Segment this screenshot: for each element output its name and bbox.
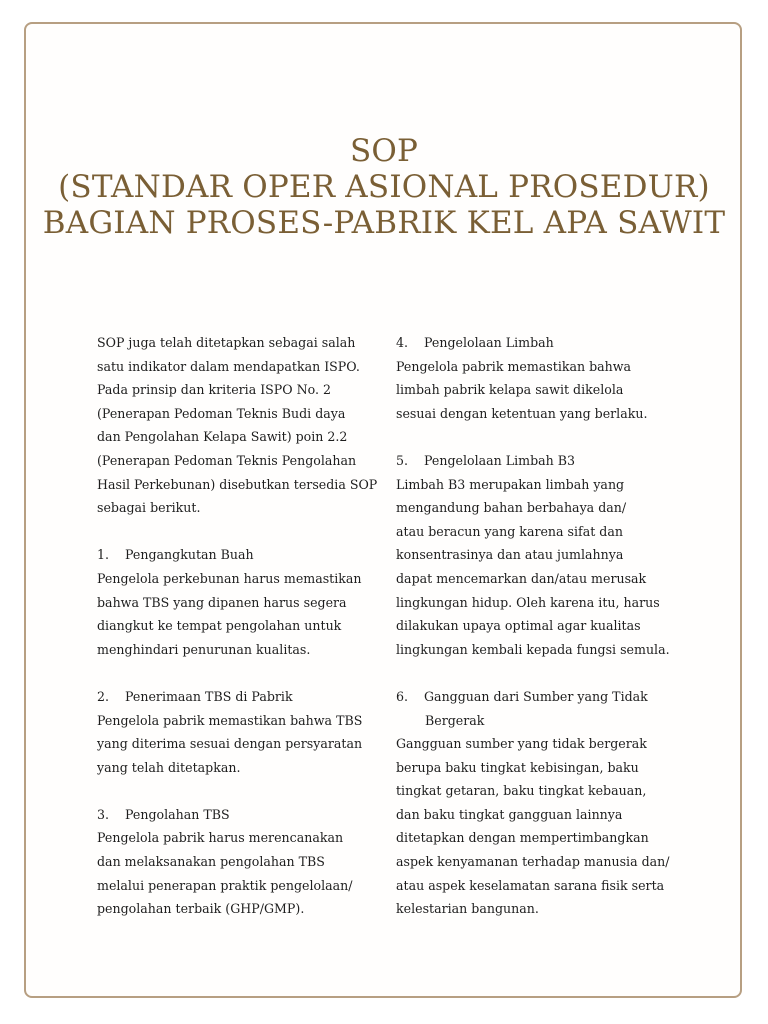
section-line: Pengelola pabrik memastikan bahwa	[396, 358, 632, 374]
intro-line: sebagai berikut.	[97, 500, 201, 516]
section-heading	[97, 803, 382, 827]
section-title: Pengelolaan Limbah	[424, 335, 554, 350]
section-line: ditetapkan dengan mempertimbangkan	[396, 830, 649, 846]
section-line: dan baku tingkat gangguan lainnya	[396, 806, 623, 822]
section-line: tingkat getaran, baku tingkat kebauan,	[396, 783, 647, 799]
section-pengelolaan-limbah	[396, 331, 696, 425]
document-title	[0, 133, 768, 241]
section-line: Pengelola perkebunan harus memastikan	[97, 570, 362, 586]
section-line: dilakukan upaya optimal agar kualitas	[396, 618, 641, 634]
intro-line: (Penerapan Pedoman Teknis Budi daya	[97, 405, 346, 421]
title-line-3: BAGIAN PROSES-PABRIK KEL APA SAWIT	[42, 205, 726, 241]
section-line: lingkungan kembali kepada fungsi semula.	[396, 641, 670, 657]
section-line: mengandung bahan berbahaya dan/	[396, 500, 627, 516]
intro-line: Pada prinsip dan kriteria ISPO No. 2	[97, 382, 332, 398]
section-number: 5.	[396, 452, 409, 468]
section-heading	[396, 685, 696, 709]
section-number: 4.	[396, 335, 409, 350]
section-title: Pengelolaan Limbah B3	[424, 452, 576, 468]
section-number: 2.	[97, 688, 110, 704]
section-gangguan-sumber	[396, 685, 696, 921]
section-pengelolaan-limbah-b3	[396, 449, 696, 661]
section-line: atau beracun yang karena sifat dan	[396, 523, 623, 539]
section-line: pengolahan terbaik (GHP/GMP).	[97, 901, 305, 917]
section-number: 3.	[97, 806, 110, 822]
section-line: bahwa TBS yang dipanen harus segera	[97, 594, 347, 610]
intro-line: satu indikator dalam mendapatkan ISPO.	[97, 358, 360, 374]
section-line: kelestarian bangunan.	[396, 901, 539, 917]
section-pengolahan-tbs	[97, 803, 382, 921]
section-heading	[396, 449, 696, 473]
section-line: yang diterima sesuai dengan persyaratan	[97, 736, 363, 752]
section-title-continued: Bergerak	[425, 712, 485, 728]
intro-line: (Penerapan Pedoman Teknis Pengolahan	[97, 452, 357, 468]
section-line: menghindari penurunan kualitas.	[97, 641, 311, 657]
section-line: yang telah ditetapkan.	[97, 759, 241, 775]
section-line: diangkut ke tempat pengolahan untuk	[97, 618, 342, 634]
section-pengangkutan-buah	[97, 543, 382, 661]
title-line-2: (STANDAR OPER ASIONAL PROSEDUR)	[58, 169, 710, 205]
section-line: atau aspek keselamatan sarana fisik serta	[396, 877, 665, 893]
section-line: limbah pabrik kelapa sawit dikelola	[396, 382, 624, 398]
section-penerimaan-tbs	[97, 685, 382, 779]
section-line: sesuai dengan ketentuan yang berlaku.	[396, 405, 648, 421]
title-line-1: SOP	[349, 133, 419, 169]
section-line: berupa baku tingkat kebisingan, baku	[396, 759, 639, 775]
section-number: 1.	[97, 547, 110, 563]
section-title: Pengangkutan Buah	[125, 547, 254, 563]
section-line: Pengelola pabrik harus merencanakan	[97, 830, 344, 846]
section-heading	[97, 543, 382, 567]
section-heading	[97, 685, 382, 709]
section-title: Pengolahan TBS	[125, 806, 230, 822]
section-line: Pengelola pabrik memastikan bahwa TBS	[97, 712, 363, 728]
section-line: aspek kenyamanan terhadap manusia dan/	[396, 854, 670, 870]
right-column	[396, 331, 696, 921]
section-line: konsentrasinya dan atau jumlahnya	[396, 547, 624, 563]
left-column	[97, 331, 382, 921]
section-line: Limbah B3 merupakan limbah yang	[396, 476, 625, 492]
section-number: 6.	[396, 688, 409, 704]
section-heading	[396, 331, 696, 355]
section-title: Penerimaan TBS di Pabrik	[125, 688, 293, 704]
section-line: Gangguan sumber yang tidak bergerak	[396, 736, 647, 752]
section-line: dan melaksanakan pengolahan TBS	[97, 854, 325, 870]
section-title: Gangguan dari Sumber yang Tidak	[424, 688, 648, 704]
intro-line: Hasil Perkebunan) disebutkan tersedia SOP	[97, 476, 378, 492]
section-line: lingkungan hidup. Oleh karena itu, harus	[396, 594, 660, 610]
section-line: dapat mencemarkan dan/atau merusak	[396, 570, 647, 586]
section-line: melalui penerapan praktik pengelolaan/	[97, 877, 353, 893]
intro-line: SOP juga telah ditetapkan sebagai salah	[97, 335, 356, 350]
intro-paragraph	[97, 331, 382, 520]
intro-line: dan Pengolahan Kelapa Sawit) poin 2.2	[97, 429, 348, 445]
